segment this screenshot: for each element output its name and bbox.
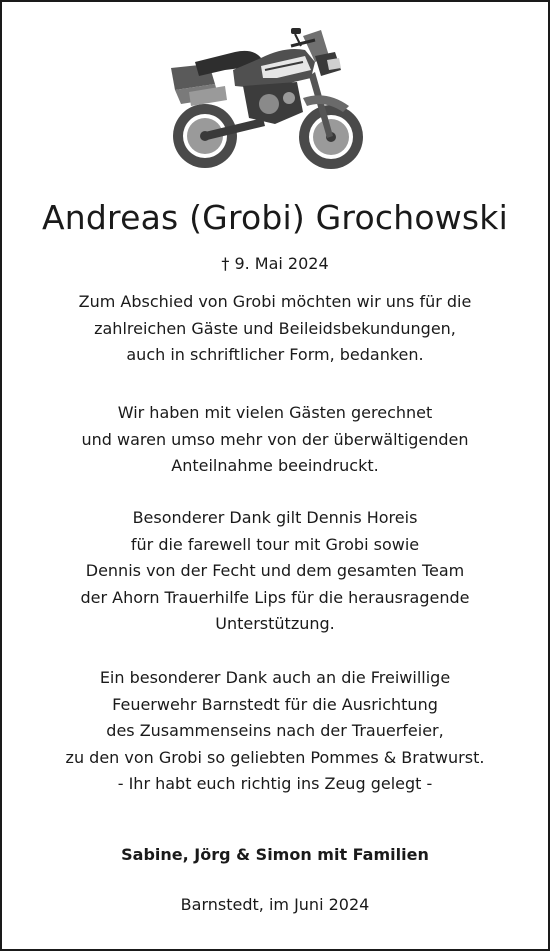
text-line: Ein besonderer Dank auch an die Freiwillige <box>99 668 451 687</box>
text-line: für die farewell tour mit Grobi sowie <box>130 534 420 554</box>
paragraph-thanks <box>2 289 548 369</box>
deceased-name: Andreas (Grobi) Grochowski <box>42 198 508 237</box>
text-line: und waren umso mehr von der überwältigenden <box>81 429 469 449</box>
text-line: zu den von Grobi so geliebten Pommes & Bratwurst. <box>65 747 485 767</box>
text-line: Zum Abschied von Grobi möchten wir uns für die <box>78 292 472 311</box>
signature: Sabine, Jörg & Simon mit Familien <box>121 845 429 864</box>
cross-symbol: † <box>221 254 230 273</box>
text-line: zahlreichen Gäste und Beileidsbekundungen, <box>94 318 456 338</box>
motorcycle-icon <box>165 26 370 176</box>
text-line: Besonderer Dank gilt Dennis Horeis <box>132 508 418 527</box>
text-line: Wir haben mit vielen Gästen gerechnet <box>117 403 433 422</box>
text-line: auch in schriftlicher Form, bedanken. <box>126 345 424 364</box>
text-line: - Ihr habt euch richtig ins Zeug gelegt - <box>117 774 433 793</box>
text-line: des Zusammenseins nach der Trauerfeier, <box>106 721 444 740</box>
paragraph-sympathy <box>2 400 548 480</box>
place-date: Barnstedt, im Juni 2024 <box>180 895 370 914</box>
death-date: 9. Mai 2024 <box>234 254 329 273</box>
paragraph-fire-brigade <box>2 665 548 798</box>
paragraph-special-thanks <box>2 505 548 638</box>
text-line: Unterstützung. <box>215 614 335 633</box>
text-line: Anteilnahme beeindruckt. <box>171 456 379 475</box>
text-line: Feuerwehr Barnstedt für die Ausrichtung <box>112 694 438 714</box>
death-date-line <box>2 252 548 276</box>
text-line: Dennis von der Fecht und dem gesamten Team <box>85 561 465 580</box>
text-line: der Ahorn Trauerhilfe Lips für die herausragende <box>80 587 470 607</box>
